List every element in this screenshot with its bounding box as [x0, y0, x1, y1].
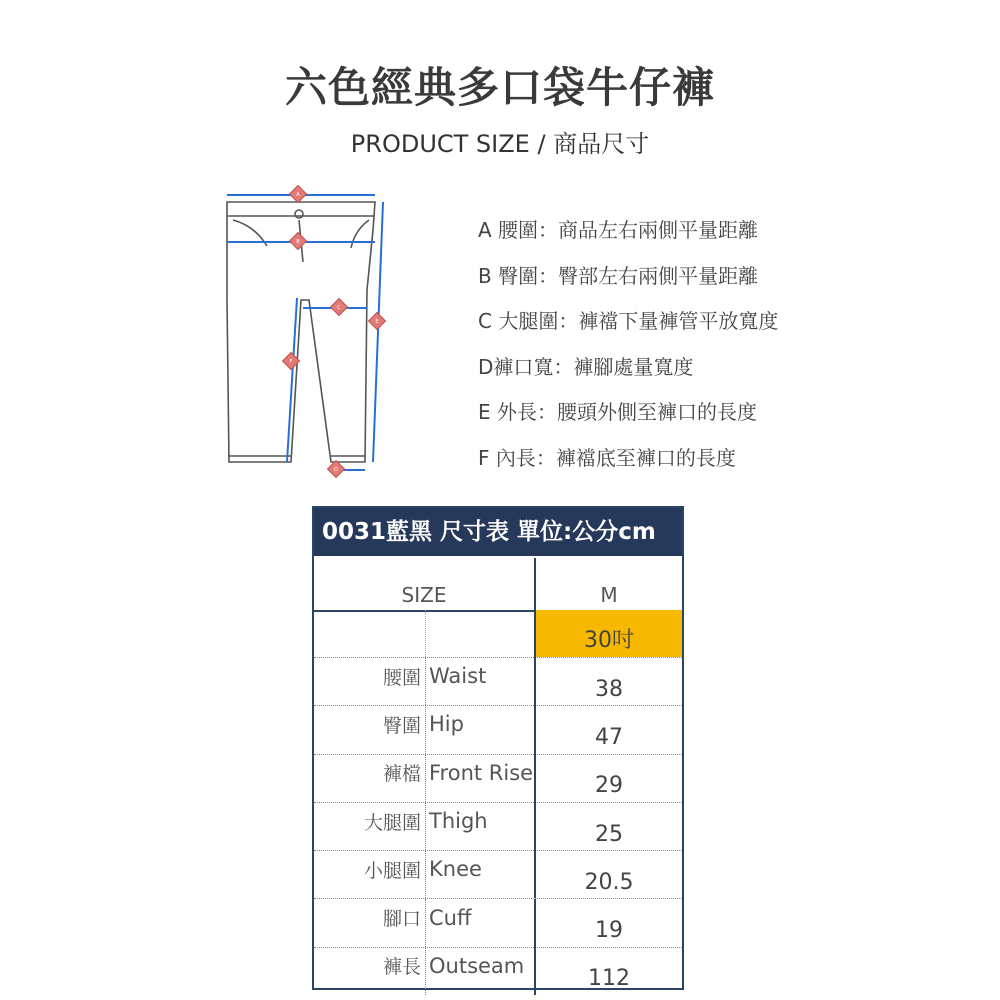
size-table [312, 506, 684, 990]
row-value: 112 [588, 966, 630, 992]
row-label-zh: 褲檔 [314, 754, 426, 802]
row-label-en: Thigh [426, 802, 536, 850]
row-label-en: Cuff [426, 899, 536, 947]
size-subheader-row [314, 610, 682, 658]
row-value: 20.5 [584, 869, 634, 895]
row-label-zh: 小腿圍 [314, 850, 426, 898]
legend-item-a: A 腰圍：商品左右兩側平量距離 [478, 218, 759, 242]
row-label-en: Outseam [426, 947, 536, 995]
row-value: 47 [595, 724, 623, 750]
table-row [314, 705, 682, 754]
pants-measurement-diagram [215, 180, 395, 480]
size-table-title: 0031藍黑 尺寸表 單位:公分cm [314, 508, 682, 556]
size-header-row [314, 558, 682, 612]
row-label-zh: 腰圍 [314, 657, 426, 705]
legend-item-c: C 大腿圍：褲襠下量褲管平放寬度 [478, 309, 779, 333]
table-row [314, 899, 682, 948]
row-label-en: Waist [426, 657, 536, 705]
marker-d-label: D [334, 467, 338, 473]
marker-f-label: F [289, 359, 293, 365]
empty-cell [426, 610, 536, 657]
row-label-en: Front Rise [426, 754, 536, 802]
legend-item-d: D褲口寬：褲腳處量寬度 [478, 354, 694, 379]
marker-a-label: A [296, 192, 300, 198]
legend-item-e: E 外長：腰頭外側至褲口的長度 [478, 400, 757, 424]
row-label-zh: 臀圍 [314, 705, 426, 753]
page-title: 六色經典多口袋牛仔褲 [284, 63, 715, 112]
legend-item-b: B 臀圍：臀部左右兩側平量距離 [478, 263, 759, 288]
pocket-right [351, 220, 369, 248]
row-label-zh: 腳口 [314, 899, 426, 947]
legend-item-f: F 內長：褲襠底至褲口的長度 [478, 445, 736, 470]
marker-e-label: E [375, 319, 379, 325]
row-label-zh: 褲長 [314, 947, 426, 995]
row-label-en: Hip [426, 705, 536, 753]
row-label-en: Knee [426, 850, 536, 898]
table-row [314, 754, 682, 803]
button [295, 210, 303, 218]
table-row [314, 850, 682, 899]
row-label-zh: 大腿圍 [314, 802, 426, 850]
page-subtitle: PRODUCT SIZE / 商品尺寸 [350, 130, 650, 158]
size-value: M [600, 583, 618, 607]
row-value: 29 [595, 773, 623, 799]
marker-b-label: B [296, 239, 300, 245]
marker-c-label: C [337, 305, 341, 311]
size-label: SIZE [314, 558, 536, 610]
row-value: 19 [595, 918, 623, 944]
measurement-legend [478, 212, 778, 485]
table-row [314, 657, 682, 706]
empty-cell [314, 610, 426, 657]
table-row [314, 947, 682, 995]
row-value: 38 [595, 676, 623, 702]
table-row [314, 802, 682, 851]
size-inch-badge: 30吋 [536, 610, 682, 657]
row-value: 25 [595, 821, 623, 847]
